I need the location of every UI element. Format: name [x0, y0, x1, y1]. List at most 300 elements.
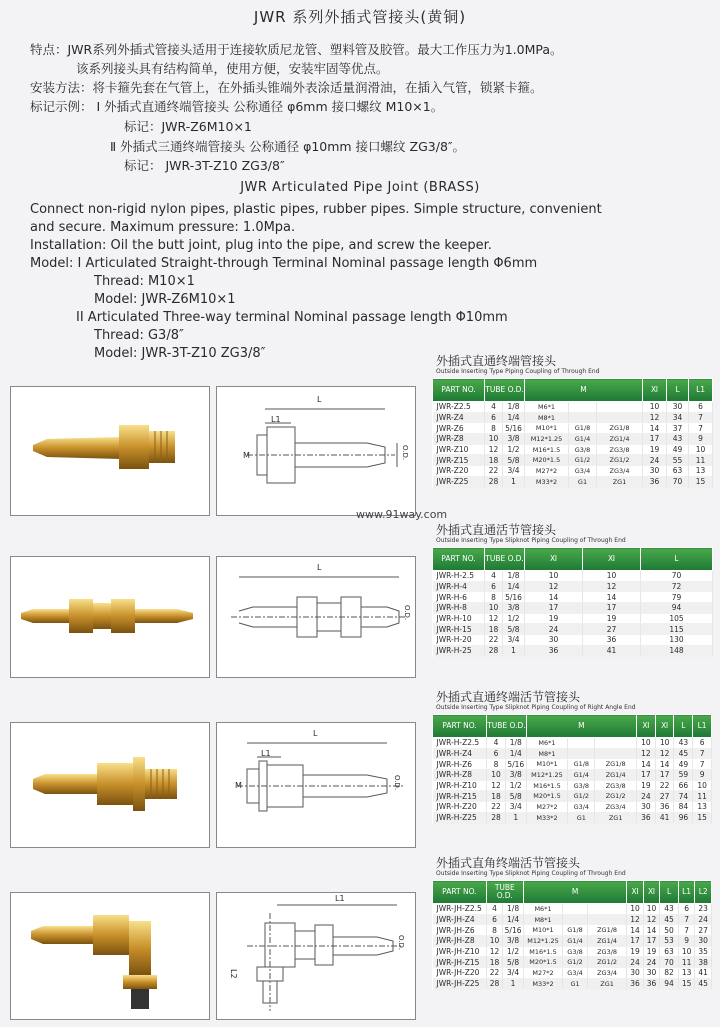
table-cell: 45	[660, 914, 679, 925]
table-cell: G1/8	[569, 423, 597, 434]
part-number-cell: JWR-Z20	[433, 466, 485, 477]
table-cell: 10	[678, 946, 695, 957]
table-cell: 14	[637, 759, 656, 770]
table-cell: 12	[485, 613, 503, 624]
table-row	[433, 603, 713, 614]
table-cell: 1/8	[503, 571, 525, 582]
table-cell: 70	[660, 957, 679, 968]
table-cell: 5/16	[507, 759, 525, 769]
table-cell: 1/4	[505, 748, 526, 759]
table-cell: 84	[674, 802, 693, 813]
table-3-subtitle: Outside Inserting Type Slipknot Piping Coupling of Right Angle End	[436, 704, 636, 711]
table-cell	[563, 914, 588, 925]
th-part-no: PART NO.	[433, 715, 487, 738]
table-cell: 36	[637, 812, 656, 823]
english-line-3: Installation: Oil the butt joint, plug into the pipe, and screw the keeper.	[30, 238, 492, 253]
table-cell	[569, 402, 597, 413]
table-cell: M10*1	[525, 423, 569, 434]
part-number-cell: JWR-Z4	[433, 412, 485, 423]
table-cell: 1	[503, 476, 525, 487]
table-cell: 53	[660, 936, 679, 947]
table-cell: 24	[525, 624, 583, 635]
table-row	[433, 423, 713, 434]
table-cell: ZG1	[597, 476, 643, 487]
table-cell: 12	[525, 581, 583, 592]
table-cell: M27*2	[525, 466, 569, 477]
dim-label-od-3: O.D.	[393, 775, 401, 791]
english-title: JWR Articulated Pipe Joint (BRASS)	[240, 180, 480, 195]
table-cell: 3/4	[503, 635, 525, 646]
table-cell: 70	[641, 571, 713, 582]
table-cell: 94	[660, 978, 679, 989]
table-cell: 13	[689, 466, 713, 477]
table-cell: ZG3/8	[597, 444, 643, 455]
table-cell	[595, 738, 637, 749]
table-cell: 22	[485, 635, 503, 646]
table-cell: M6*1	[525, 402, 569, 413]
table-cell: 11	[689, 455, 713, 466]
part-number-cell: JWR-Z2.5	[433, 402, 485, 413]
table-cell: G1	[563, 978, 588, 989]
table-cell: 17	[643, 434, 667, 445]
table-cell: 18	[486, 957, 503, 968]
table-row	[433, 466, 713, 477]
table-cell: 22	[485, 466, 503, 477]
table-cell: 7	[693, 759, 712, 770]
table-cell: ZG1/4	[587, 936, 626, 947]
table-cell: 36	[583, 635, 641, 646]
drawing-3	[216, 722, 416, 848]
table-row	[433, 812, 712, 823]
table-row	[433, 455, 713, 466]
table-cell: G3/8	[563, 946, 588, 957]
table-row	[433, 914, 712, 925]
english-line-5: Thread: M10×1	[94, 274, 195, 289]
table-cell: 10	[487, 770, 506, 781]
table-row	[433, 968, 712, 979]
mark-1: 标记：JWR-Z6M10×1	[124, 119, 252, 134]
table-cell: 8	[486, 925, 503, 936]
table-cell: 9	[689, 434, 713, 445]
table-cell: ZG1	[595, 812, 637, 823]
table-cell: M10*1	[526, 759, 568, 770]
th-part-no: PART NO.	[433, 379, 485, 402]
product-photo-2	[10, 556, 210, 678]
th-l2: L2	[695, 881, 712, 904]
table-row	[433, 635, 713, 646]
table-cell	[587, 914, 626, 925]
table-4-body	[433, 904, 712, 990]
table-cell: ZG1/2	[597, 455, 643, 466]
table-3-title: 外插式直通终端活节管接头	[436, 690, 581, 704]
table-cell: 30	[637, 802, 656, 813]
table-cell	[595, 748, 637, 759]
table-cell: 63	[667, 466, 689, 477]
table-cell: M16*1.5	[523, 946, 562, 957]
table-cell: 4	[486, 904, 503, 915]
table-cell: G1/8	[563, 925, 588, 936]
table-cell: 1/2	[503, 946, 524, 957]
table-cell: 4	[485, 402, 503, 413]
table-cell: M8*1	[523, 914, 562, 925]
english-line-4: Model: I Articulated Straight-through Terminal Nominal passage length Φ6mm	[30, 256, 538, 271]
table-cell: 1/2	[503, 444, 525, 455]
th-tube-od: TUBE O.D.	[486, 881, 523, 904]
part-number-cell: JWR-H-10	[433, 613, 485, 624]
table-cell: 30	[627, 968, 644, 979]
table-cell: 1	[503, 645, 525, 656]
table-cell: 1/8	[505, 738, 526, 749]
part-number-cell: JWR-JH-Z8	[433, 936, 487, 947]
table-cell: 12	[485, 444, 503, 455]
table-row	[433, 802, 712, 813]
table-cell: 37	[667, 423, 689, 434]
table-cell: 70	[667, 476, 689, 487]
table-cell	[597, 412, 643, 423]
table-cell: 66	[674, 780, 693, 791]
part-number-cell: JWR-JH-Z15	[433, 957, 487, 968]
table-cell: 14	[655, 759, 674, 770]
th-l1: L1	[689, 379, 713, 402]
english-line-1: Connect non-rigid nylon pipes, plastic pipes, rubber pipes. Simple structure, convenient	[30, 202, 602, 217]
part-number-cell: JWR-H-Z20	[433, 802, 487, 813]
table-cell: ZG3/8	[587, 946, 626, 957]
table-cell: 1	[503, 978, 524, 989]
table-row	[433, 957, 712, 968]
table-cell: 19	[643, 946, 660, 957]
table-cell: 22	[487, 802, 506, 813]
table-cell: 17	[627, 936, 644, 947]
table-cell: G1/2	[568, 791, 595, 802]
table-cell: 15	[689, 476, 713, 487]
part-number-cell: JWR-H-Z15	[433, 791, 487, 802]
dim-label-od-2: O.D.	[403, 605, 411, 621]
watermark: www.91way.com	[356, 508, 448, 521]
table-cell: M12*1.25	[523, 936, 562, 947]
part-number-cell: JWR-H-Z8	[433, 770, 487, 781]
table-cell: M20*1.5	[525, 455, 569, 466]
table-3	[432, 714, 712, 824]
page-title: JWR 系列外插式管接头(黄铜)	[253, 8, 467, 26]
drawing-4	[216, 892, 416, 1020]
table-cell: M33*2	[523, 978, 562, 989]
table-cell: 96	[674, 812, 693, 823]
table-cell: M6*1	[523, 904, 562, 915]
table-cell: 50	[660, 925, 679, 936]
part-number-cell: JWR-JH-Z20	[433, 968, 487, 979]
part-number-cell: JWR-H-6	[433, 592, 485, 603]
table-cell: 59	[674, 770, 693, 781]
table-cell: 17	[525, 603, 583, 614]
th-hex: Ⅺ	[643, 379, 667, 402]
mark-2: 标记： JWR-3T-Z10 ZG3/8″	[124, 158, 285, 173]
table-cell: 41	[655, 812, 674, 823]
table-cell: 6	[485, 581, 503, 592]
part-number-cell: JWR-H-25	[433, 645, 485, 656]
th-hex-2: Ⅺ	[583, 548, 641, 571]
table-cell: 12	[583, 581, 641, 592]
table-cell: 5/16	[504, 925, 522, 935]
table-cell: M33*2	[525, 476, 569, 487]
th-part-no: PART NO.	[433, 548, 485, 571]
table-cell: G3/4	[563, 968, 588, 979]
table-cell: 12	[643, 914, 660, 925]
table-cell: 3/8	[503, 603, 525, 614]
table-cell: 94	[641, 603, 713, 614]
table-row	[433, 412, 713, 423]
table-cell: 10	[643, 904, 660, 915]
table-cell: G1	[568, 812, 595, 823]
product-photo-3	[10, 722, 210, 848]
table-cell: ZG1/8	[587, 925, 626, 936]
table-cell: 3/8	[505, 770, 526, 781]
table-cell: 27	[695, 925, 712, 936]
table-cell: M6*1	[526, 738, 568, 749]
th-m: M	[523, 881, 626, 904]
table-cell: 28	[486, 978, 503, 989]
table-cell: M16*1.5	[525, 444, 569, 455]
th-l: L	[641, 548, 713, 571]
table-cell: 28	[487, 812, 506, 823]
part-number-cell: JWR-H-Z25	[433, 812, 487, 823]
table-cell: 6	[486, 914, 503, 925]
table-cell: 8	[485, 423, 503, 434]
table-4-title: 外插式直角终端活节管接头	[436, 856, 581, 870]
part-number-cell: JWR-Z8	[433, 434, 485, 445]
mark-example-1: 标记示例： Ⅰ 外插式直通终端管接头 公称通径 φ6mm 接口螺纹 M10×1。	[30, 99, 444, 114]
table-cell: 1/2	[505, 780, 526, 791]
table-cell: M20*1.5	[523, 957, 562, 968]
table-row	[433, 434, 713, 445]
table-cell: 10	[627, 904, 644, 915]
th-part-no: PART NO.	[433, 881, 487, 904]
table-2-body	[433, 571, 713, 657]
table-row	[433, 904, 712, 915]
th-hex: Ⅺ	[637, 715, 656, 738]
features-text: 特点：JWR系列外插式管接头适用于连接软质尼龙管、塑料管及胶管。最大工作压力为1.0MPa。	[30, 42, 563, 57]
table-cell: M12*1.25	[525, 434, 569, 445]
table-cell: 15	[678, 978, 695, 989]
table-cell: 49	[667, 444, 689, 455]
table-cell: 35	[695, 946, 712, 957]
table-cell: 12	[627, 914, 644, 925]
table-cell: 3/8	[503, 434, 525, 445]
english-line-8: Thread: G3/8″	[94, 328, 184, 343]
table-cell: 72	[641, 581, 713, 592]
dim-label-L2-4: L2	[229, 969, 238, 979]
table-cell: 19	[643, 444, 667, 455]
table-cell: ZG1/8	[597, 423, 643, 434]
table-cell: 49	[674, 759, 693, 770]
table-cell: 10	[643, 402, 667, 413]
th-hex-2: Ⅺ	[655, 715, 674, 738]
table-cell: 28	[485, 645, 503, 656]
drawing-2	[216, 556, 416, 678]
table-cell: 24	[643, 455, 667, 466]
table-cell: 10	[525, 571, 583, 582]
table-cell: 19	[637, 780, 656, 791]
table-cell: 10	[583, 571, 641, 582]
product-photo-1	[10, 386, 210, 516]
table-row	[433, 402, 713, 413]
table-cell: 43	[667, 434, 689, 445]
dim-label-L1-4: L1	[335, 894, 345, 903]
table-cell: 1/2	[503, 613, 525, 624]
table-cell: 10	[485, 434, 503, 445]
table-cell: 6	[485, 412, 503, 423]
english-line-6: Model: JWR-Z6M10×1	[94, 292, 236, 307]
table-cell: 18	[485, 455, 503, 466]
table-cell: 14	[525, 592, 583, 603]
table-cell: M20*1.5	[526, 791, 568, 802]
part-number-cell: JWR-H-Z4	[433, 748, 487, 759]
table-row	[433, 925, 712, 936]
table-cell: 24	[637, 791, 656, 802]
table-cell: ZG3/4	[595, 802, 637, 813]
table-cell	[587, 904, 626, 915]
english-line-7: II Articulated Three-way terminal Nominal passage length Φ10mm	[76, 310, 508, 325]
table-cell: G3/8	[568, 780, 595, 791]
th-hex: Ⅺ	[627, 881, 644, 904]
table-cell: 24	[627, 957, 644, 968]
part-number-cell: JWR-Z25	[433, 476, 485, 487]
part-number-cell: JWR-H-2.5	[433, 571, 485, 582]
table-cell: 13	[678, 968, 695, 979]
th-l: L	[674, 715, 693, 738]
table-cell: 5/8	[505, 791, 526, 802]
part-number-cell: JWR-H-8	[433, 603, 485, 614]
table-cell: M12*1.25	[526, 770, 568, 781]
table-cell: 10	[485, 603, 503, 614]
part-number-cell: JWR-Z10	[433, 444, 485, 455]
table-cell: 6	[678, 904, 695, 915]
table-cell: 24	[695, 914, 712, 925]
table-cell: 5/8	[503, 455, 525, 466]
table-1-title: 外插式直通终端管接头	[436, 354, 557, 368]
table-cell: ZG3/4	[587, 968, 626, 979]
table-row	[433, 613, 713, 624]
table-1	[432, 378, 713, 488]
features-text-2: 该系列接头具有结构简单，使用方便，安装牢固等优点。	[76, 61, 389, 76]
table-cell: G1/4	[568, 770, 595, 781]
table-1-body	[433, 402, 713, 488]
table-cell: 14	[643, 925, 660, 936]
table-cell: 11	[678, 957, 695, 968]
table-row	[433, 476, 713, 487]
table-row	[433, 645, 713, 656]
part-number-cell: JWR-JH-Z6	[433, 925, 487, 936]
dim-label-M: M	[243, 451, 250, 460]
table-4	[432, 880, 712, 990]
table-cell: M8*1	[525, 412, 569, 423]
table-cell: 36	[655, 802, 674, 813]
table-cell: 130	[641, 635, 713, 646]
table-cell: 12	[655, 748, 674, 759]
table-cell: 82	[660, 968, 679, 979]
table-cell: ZG1/2	[587, 957, 626, 968]
th-m: M	[526, 715, 636, 738]
table-cell: 1/8	[503, 904, 524, 915]
table-cell: ZG1/2	[595, 791, 637, 802]
table-cell: 23	[695, 904, 712, 915]
table-cell: 27	[583, 624, 641, 635]
table-cell: 8	[485, 592, 503, 603]
table-row	[433, 978, 712, 989]
table-row	[433, 581, 713, 592]
th-m: M	[525, 379, 643, 402]
table-cell: M16*1.5	[526, 780, 568, 791]
table-cell: G3/4	[568, 802, 595, 813]
table-cell: 12	[643, 412, 667, 423]
table-cell: 17	[637, 770, 656, 781]
dim-label-L1-3: L1	[261, 749, 271, 758]
table-cell: 36	[627, 978, 644, 989]
table-cell: 6	[487, 748, 506, 759]
table-cell: G1/2	[563, 957, 588, 968]
table-cell	[569, 412, 597, 423]
table-cell: G1/4	[569, 434, 597, 445]
table-cell: 1	[505, 812, 526, 823]
table-cell: 4	[485, 571, 503, 582]
table-row	[433, 780, 712, 791]
table-cell: 30	[695, 936, 712, 947]
table-cell: 55	[667, 455, 689, 466]
part-number-cell: JWR-Z15	[433, 455, 485, 466]
dim-label-L-2: L	[317, 563, 322, 572]
table-cell: G1	[569, 476, 597, 487]
table-2-subtitle: Outside Inserting Type Slipknot Piping Coupling of Through End	[436, 537, 626, 544]
table-cell: 18	[487, 791, 506, 802]
table-cell: 5/8	[503, 957, 524, 968]
table-cell: 11	[693, 791, 712, 802]
part-number-cell: JWR-JH-Z4	[433, 914, 487, 925]
table-cell: 7	[678, 914, 695, 925]
table-cell: 18	[485, 624, 503, 635]
table-cell: 43	[674, 738, 693, 749]
table-cell: 15	[693, 812, 712, 823]
table-cell: 6	[689, 402, 713, 413]
table-cell: 4	[487, 738, 506, 749]
table-cell: 79	[641, 592, 713, 603]
table-cell: 45	[674, 748, 693, 759]
table-cell: 5/8	[503, 624, 525, 635]
table-cell: 10	[637, 738, 656, 749]
table-cell: 105	[641, 613, 713, 624]
table-cell: 13	[693, 802, 712, 813]
part-number-cell: JWR-H-15	[433, 624, 485, 635]
table-cell: ZG1	[587, 978, 626, 989]
table-cell: M27*2	[523, 968, 562, 979]
table-cell: G1/8	[568, 759, 595, 770]
table-cell: 5/16	[503, 592, 525, 603]
th-l: L	[660, 881, 679, 904]
table-cell: 30	[525, 635, 583, 646]
table-cell: G3/8	[569, 444, 597, 455]
table-row	[433, 791, 712, 802]
table-row	[433, 624, 713, 635]
table-cell: G1/2	[569, 455, 597, 466]
mark-example-2: Ⅱ 外插式三通终端管接头 公称通径 φ10mm 接口螺纹 ZG3/8″。	[110, 139, 466, 154]
part-number-cell: JWR-H-Z10	[433, 780, 487, 791]
th-l: L	[667, 379, 689, 402]
table-cell: 3/4	[503, 968, 524, 979]
table-cell: 6	[693, 738, 712, 749]
table-row	[433, 571, 713, 582]
table-cell: M8*1	[526, 748, 568, 759]
table-cell	[568, 738, 595, 749]
table-row	[433, 770, 712, 781]
part-number-cell: JWR-H-Z2.5	[433, 738, 487, 749]
